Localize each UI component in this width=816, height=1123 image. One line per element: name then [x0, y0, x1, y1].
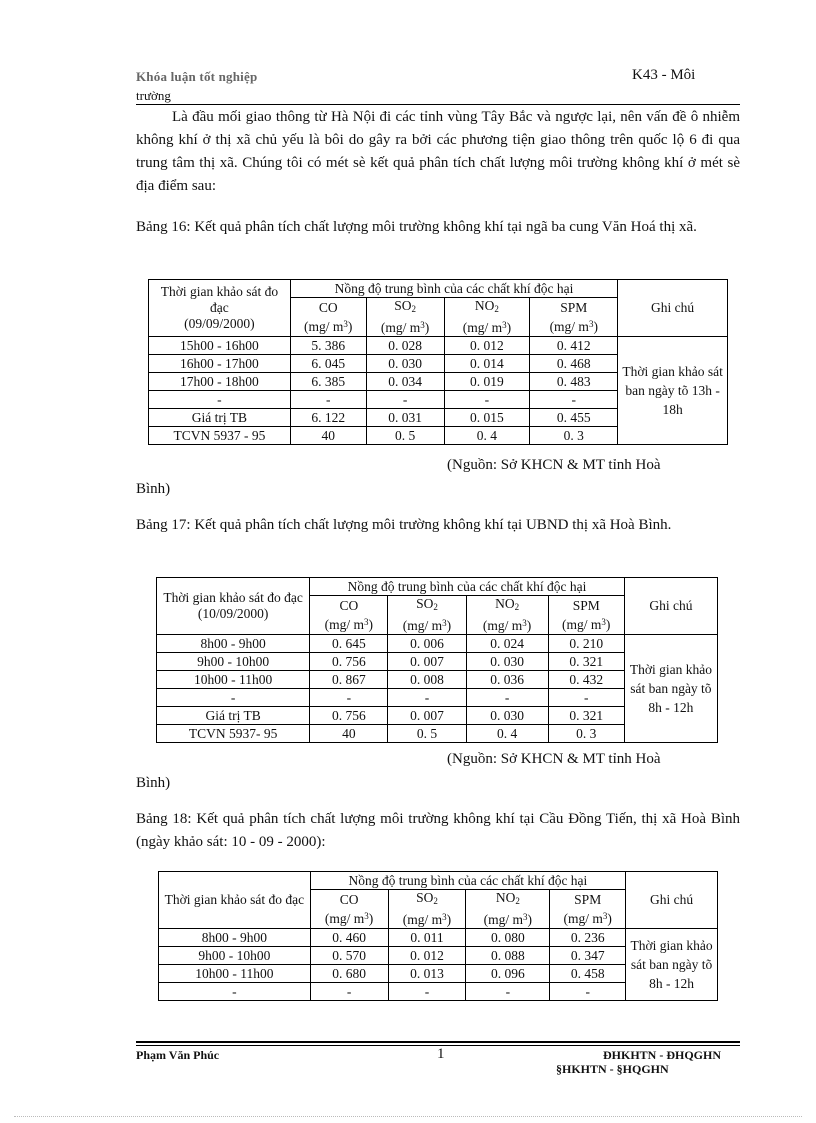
- intro-paragraph: Là đầu mối giao thông từ Hà Nội đi các tỉnh vùng Tây Bắc và ngược lại, nên vấn đề ô nhiễm không khí ở thị xã chủ yếu là bôi do gây ra bởi các phương tiện giao thông trên quốc lộ 6 đi qua trung tâm thị xã. Chúng tôi có mét sè kết quả phân tích chất lượng môi trường không khí ở mét sè địa điểm sau:: [136, 109, 740, 194]
- header-rule: [136, 104, 740, 105]
- page-bottom-divider: [14, 1116, 802, 1117]
- table-row: 8h00 - 9h00 0. 645 0. 006 0. 024 0. 210 Thời gian khảo sát ban ngày tõ 8h - 12h: [157, 635, 718, 653]
- footer-org-legacy: §HKHTN - §HQGHN: [556, 1062, 669, 1076]
- table-row: - - - - -: [149, 391, 728, 409]
- so2-column-header: $SO_2$ (mg/ $m^3$): [388, 596, 466, 635]
- table17-caption: Bảng 17: Kết quả phân tích chất lượng môi trường không khí tại UBND thị xã Hoà Bình.: [136, 517, 672, 533]
- time-header-date: (09/09/2000): [184, 316, 255, 331]
- table17-note: Thời gian khảo sát ban ngày tõ 8h - 12h: [624, 635, 717, 743]
- so2-column-header: $SO_2$ (mg/ $m^3$): [366, 298, 444, 337]
- table16-note-header: Ghi chú: [618, 280, 728, 337]
- table16-source: (Nguồn: Sở KHCN & MT tỉnh Hoà: [447, 457, 661, 473]
- table-row: - - - - -: [157, 689, 718, 707]
- time-header-label: Thời gian khảo sát đo đạc: [160, 284, 279, 315]
- co-column-header: CO (mg/ $m^3$): [310, 890, 388, 929]
- table16-group-header: Nồng độ trung bình của các chất khí độc hại: [290, 280, 617, 298]
- so2-column-header: $SO_2$ (mg/ $m^3$): [388, 890, 466, 929]
- table18-note: Thời gian khảo sát ban ngày tõ 8h - 12h: [626, 929, 718, 1001]
- table-row: TCVN 5937 - 95 40 0. 5 0. 4 0. 3: [149, 427, 728, 445]
- no2-column-header: $NO_2$ (mg/ $m^3$): [466, 890, 550, 929]
- table17-time-header: [157, 578, 310, 635]
- table-row: Giá trị TB 6. 122 0. 031 0. 015 0. 455: [149, 409, 728, 427]
- table-row: 9h00 - 10h00 0. 756 0. 007 0. 030 0. 321: [157, 653, 718, 671]
- footer-author: Phạm Văn Phúc: [136, 1048, 220, 1062]
- table16-source-cont: Bình): [136, 481, 171, 497]
- spm-column-header: SPM (mg/ $m^3$): [550, 890, 626, 929]
- table17-source-cont: Bình): [136, 775, 171, 791]
- table-row: Giá trị TB 0. 756 0. 007 0. 030 0. 321: [157, 707, 718, 725]
- page-number: 1: [437, 1046, 445, 1062]
- footer-rule: [136, 1041, 740, 1043]
- table-row: 10h00 - 11h00 0. 680 0. 013 0. 096 0. 458: [159, 965, 718, 983]
- time-header-date: (10/09/2000): [197, 606, 269, 621]
- table18-note-header: Ghi chú: [626, 872, 718, 929]
- table-row: 10h00 - 11h00 0. 867 0. 008 0. 036 0. 432: [157, 671, 718, 689]
- table-row: TCVN 5937- 95 40 0. 5 0. 4 0. 3: [157, 725, 718, 743]
- table18-time-header: Thời gian khảo sát đo đạc: [159, 872, 311, 929]
- footer-org: ĐHKHTN - ĐHQGHN: [603, 1048, 722, 1062]
- table-row: 16h00 - 17h00 6. 045 0. 030 0. 014 0. 468: [149, 355, 728, 373]
- no2-column-header: $NO_2$ (mg/ $m^3$): [444, 298, 530, 337]
- header-left-continuation: trường: [136, 88, 171, 103]
- table-row: 17h00 - 18h00 6. 385 0. 034 0. 019 0. 483: [149, 373, 728, 391]
- time-header-label: Thời gian khảo sát đo đạc: [163, 590, 303, 605]
- header-right-title: K43 - Môi: [632, 67, 696, 83]
- spm-column-header: SPM (mg/ $m^3$): [530, 298, 618, 337]
- table17-note-header: Ghi chú: [624, 578, 717, 635]
- table16-time-header: [149, 280, 291, 337]
- co-column-header: CO (mg/ $m^3$): [310, 596, 388, 635]
- table16-note: Thời gian khảo sát ban ngày tõ 13h - 18h: [618, 337, 728, 445]
- table-row: 9h00 - 10h00 0. 570 0. 012 0. 088 0. 347: [159, 947, 718, 965]
- table17-source: (Nguồn: Sở KHCN & MT tỉnh Hoà: [447, 751, 661, 767]
- table17: [156, 577, 718, 743]
- no2-column-header: $NO_2$ (mg/ $m^3$): [466, 596, 548, 635]
- table-row: 8h00 - 9h00 0. 460 0. 011 0. 080 0. 236 Thời gian khảo sát ban ngày tõ 8h - 12h: [159, 929, 718, 947]
- table-row: 15h00 - 16h00 5. 386 0. 028 0. 012 0. 412 Thời gian khảo sát ban ngày tõ 13h - 18h: [149, 337, 728, 355]
- table18-caption: Bảng 18: Kết quả phân tích chất lượng môi trường không khí tại Cầu Đồng Tiến, thị xã Hoà Bình (ngày khảo sát: 10 - 09 - 2000):: [136, 811, 740, 850]
- table16-caption: Bảng 16: Kết quả phân tích chất lượng môi trường không khí tại ngã ba cung Văn Hoá thị xã.: [136, 219, 697, 235]
- table18: [158, 871, 718, 1001]
- spm-column-header: SPM (mg/ $m^3$): [548, 596, 624, 635]
- header-left-title: Khóa luận tốt nghiệp: [136, 69, 258, 84]
- table17-group-header: Nồng độ trung bình của các chất khí độc hại: [310, 578, 625, 596]
- table16: [148, 279, 728, 445]
- co-column-header: CO (mg/ $m^3$): [290, 298, 366, 337]
- table18-group-header: Nồng độ trung bình của các chất khí độc hại: [310, 872, 625, 890]
- table-row: - - - - -: [159, 983, 718, 1001]
